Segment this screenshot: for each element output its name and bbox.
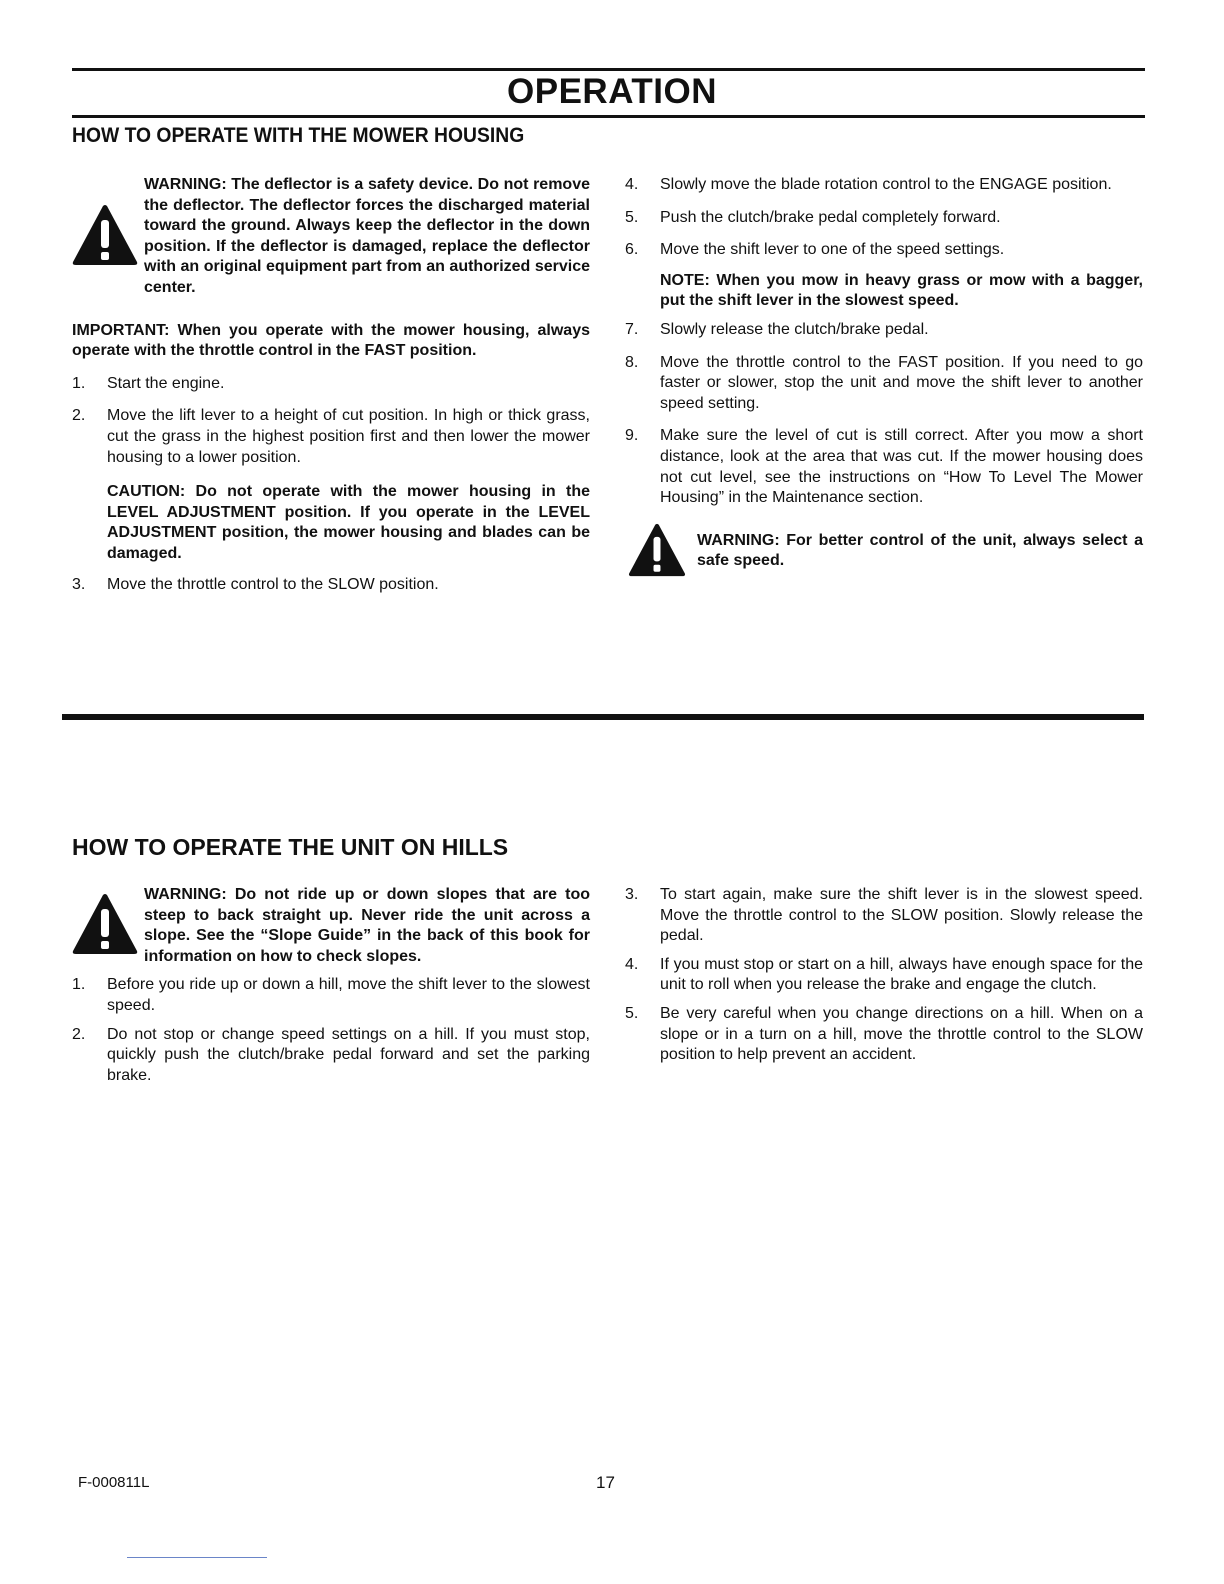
list-item-number: 1. — [72, 374, 86, 392]
speed-note: NOTE: When you mow in heavy grass or mow with a bagger, put the shift lever in the slowest speed. — [660, 271, 1143, 310]
page-title: OPERATION — [507, 72, 717, 111]
list-item-text: Make sure the level of cut is still correct. After you mow a short distance, look at the area that was cut. If the mower housing does not cut level, see the instructions on “How To Level The Mower Housing” in the Maintenance section. — [660, 427, 1143, 507]
list-item — [625, 240, 1143, 261]
title-underline — [72, 115, 1145, 118]
list-item-number: 5. — [625, 208, 639, 226]
list-item-text: Move the shift lever to one of the speed settings. — [660, 241, 1005, 259]
list-item — [625, 175, 1143, 196]
link-underline — [127, 1557, 267, 1558]
list-item-text: Push the clutch/brake pedal completely forward. — [660, 208, 1001, 226]
warning-slopes — [72, 885, 590, 967]
warning-triangle-icon — [625, 523, 689, 577]
section-divider — [62, 714, 1144, 720]
list-item-text: Slowly release the clutch/brake pedal. — [660, 320, 929, 338]
page-number: 17 — [596, 1473, 615, 1492]
list-item — [625, 426, 1143, 508]
list-item-number: 3. — [625, 886, 639, 903]
section2-right-column — [625, 885, 1143, 1066]
list-item — [625, 353, 1143, 415]
list-item-text: Start the engine. — [107, 374, 225, 392]
top-rule — [72, 68, 1145, 71]
list-item-text: Do not stop or change speed settings on a hill. If you must stop, quickly push the clutch/brake pedal forward and set the parking brake. — [107, 1025, 590, 1084]
list-item — [625, 955, 1143, 996]
caution-note: CAUTION: Do not operate with the mower housing in the LEVEL ADJUSTMENT position. If you operate in the LEVEL ADJUSTMENT position, the mower housing and blades can be damaged. — [107, 483, 590, 562]
footer-code: F-000811L — [78, 1474, 150, 1491]
list-item — [72, 374, 590, 395]
important-note: IMPORTANT: When you operate with the mower housing, always operate with the throttle control in the FAST position. — [72, 321, 590, 360]
section-heading-hills: HOW TO OPERATE THE UNIT ON HILLS — [72, 834, 509, 860]
warning-safe-speed-text: WARNING: For better control of the unit, always select a safe speed. — [697, 531, 1143, 570]
list-item-text: Slowly move the blade rotation control to the ENGAGE position. — [660, 176, 1112, 193]
list-item-number: 2. — [72, 1025, 86, 1043]
list-item — [625, 1004, 1143, 1066]
list-item-text: If you must stop or start on a hill, always have enough space for the unit to roll when you release the brake and engage the clutch. — [660, 955, 1143, 994]
list-item-number: 6. — [625, 241, 639, 259]
warning-triangle-icon — [72, 893, 138, 955]
section1-left-column — [72, 175, 590, 595]
list-item-text: Move the lift lever to a height of cut position. In high or thick grass, cut the grass in the highest position first and then lower the mower housing to a lower position. — [107, 407, 590, 466]
warning-slopes-text: WARNING: Do not ride up or down slopes that are too steep to back straight up. Never ride the unit across a slope. See the “Slope Guide” in the back of this book for information on how to check slopes. — [144, 886, 590, 965]
section1-right-column — [625, 175, 1143, 572]
list-item — [72, 575, 590, 596]
list-item-number: 4. — [625, 176, 639, 193]
list-item — [625, 885, 1143, 947]
list-item-number: 5. — [625, 1004, 639, 1022]
list-item-text: Move the throttle control to the FAST position. If you need to go faster or slower, stop the unit and move the shift lever to another speed setting. — [660, 353, 1143, 412]
list-item-text: Before you ride up or down a hill, move the shift lever to the slowest speed. — [107, 976, 590, 1014]
list-item-number: 3. — [72, 575, 86, 593]
warning-deflector — [72, 175, 590, 299]
list-item — [625, 208, 1143, 229]
list-item-number: 8. — [625, 353, 639, 371]
list-item-number: 4. — [625, 955, 639, 973]
warning-safe-speed — [625, 531, 1143, 572]
list-item — [72, 975, 590, 1016]
list-item-number: 9. — [625, 427, 639, 445]
list-item-number: 1. — [72, 976, 86, 994]
list-item-text: Be very careful when you change directions on a hill. When on a slope or in a turn on a hill, move the throttle control to the SLOW position to help prevent an accident. — [660, 1004, 1143, 1064]
warning-deflector-text: WARNING: The deflector is a safety device. Do not remove the deflector. The deflector forces the discharged material toward the ground. Always keep the deflector in the down position. If the deflector is damaged, replace the deflector with an original equipment part from an authorized service center. — [144, 176, 590, 296]
list-item-number: 2. — [72, 407, 86, 425]
list-item-number: 7. — [625, 320, 639, 338]
warning-triangle-icon — [72, 204, 138, 266]
list-item — [625, 320, 1143, 341]
list-item-text: To start again, make sure the shift lever is in the slowest speed. Move the throttle control to the SLOW position. Slowly release the pedal. — [660, 886, 1143, 945]
list-item — [72, 406, 590, 468]
section-heading-mower-housing: HOW TO OPERATE WITH THE MOWER HOUSING — [72, 124, 525, 147]
list-item — [72, 1025, 590, 1087]
section2-left-column — [72, 885, 590, 1086]
list-item-text: Move the throttle control to the SLOW position. — [107, 575, 439, 593]
